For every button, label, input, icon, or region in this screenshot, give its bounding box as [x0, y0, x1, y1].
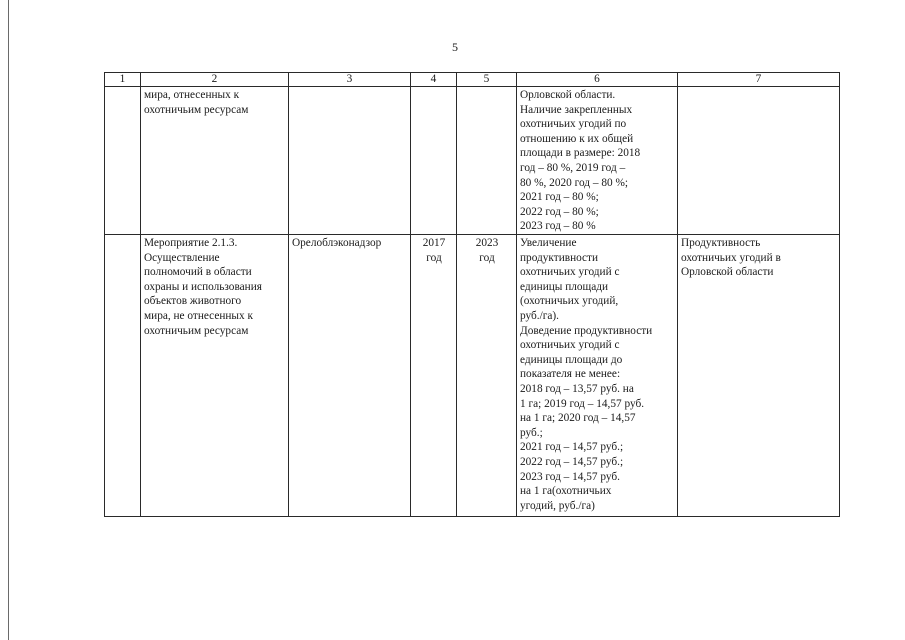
cell-end-year: 2023 год — [457, 235, 517, 517]
cell-activity: Мероприятие 2.1.3. Осуществление полномочий в области охраны и использования объектов животного мира, не отнесенных к охотничьим ресурсам — [141, 235, 289, 517]
cell-executor — [289, 87, 411, 235]
header-col-2: 2 — [141, 73, 289, 87]
cell-start-year — [411, 87, 457, 235]
table-row — [105, 235, 840, 517]
header-col-6: 6 — [517, 73, 678, 87]
cell-activity: мира, отнесенных к охотничьим ресурсам — [141, 87, 289, 235]
header-col-4: 4 — [411, 73, 457, 87]
cell-number — [105, 87, 141, 235]
program-table — [104, 72, 840, 517]
cell-end-year — [457, 87, 517, 235]
cell-expected-result: Орловской области. Наличие закрепленных охотничьих угодий по отношению к их общей площади в размере: 2018 год – 80 %, 2019 год – 80 %, 2020 год – 80 %; 2021 год – 80 %; 2022 год – 80 %; 2023 год – 80 % — [517, 87, 678, 235]
header-col-1: 1 — [105, 73, 141, 87]
cell-indicator: Продуктивность охотничьих угодий в Орловской области — [678, 235, 840, 517]
header-col-7: 7 — [678, 73, 840, 87]
cell-expected-result: Увеличение продуктивности охотничьих угодий с единицы площади (охотничьих угодий, руб./га). Доведение продуктивности охотничьих угодий с единицы площади до показателя не менее: 2018 год – 13,57 руб. на 1 га; 2019 год – 14,57 руб. на 1 га; 2020 год – 14,57 руб.; 2021 год – 14,57 руб.; 2022 год – 14,57 руб.; 2023 год – 14,57 руб. на 1 га(охотничьих угодий, руб./га) — [517, 235, 678, 517]
header-col-5: 5 — [457, 73, 517, 87]
cell-executor: Орелоблэконадзор — [289, 235, 411, 517]
cell-indicator — [678, 87, 840, 235]
scan-edge-line — [8, 0, 9, 640]
cell-start-year: 2017 год — [411, 235, 457, 517]
table-header-row — [105, 73, 840, 87]
page-number: 5 — [452, 40, 458, 54]
header-col-3: 3 — [289, 73, 411, 87]
table-row — [105, 87, 840, 235]
cell-number — [105, 235, 141, 517]
